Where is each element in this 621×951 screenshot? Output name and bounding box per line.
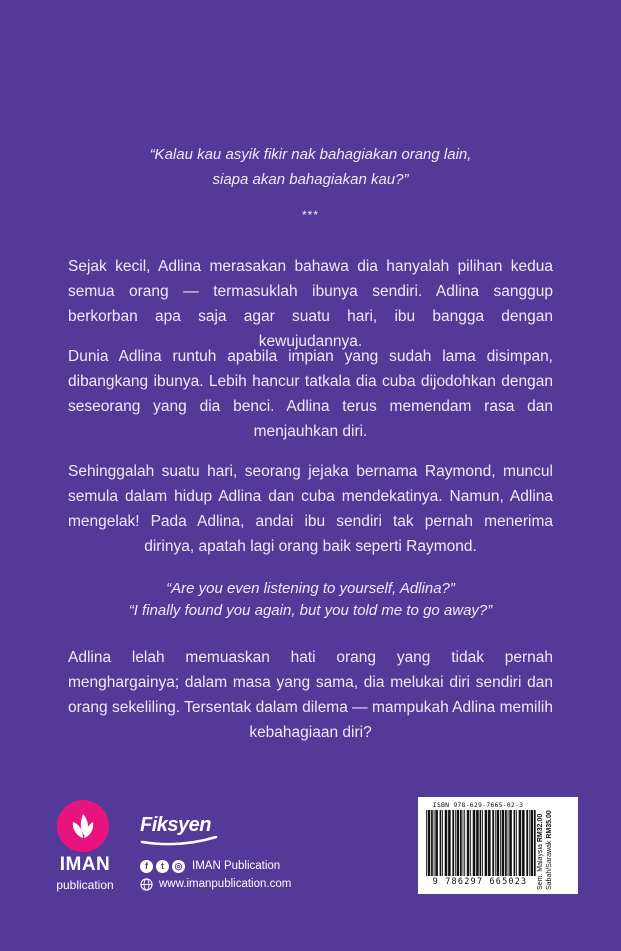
iman-flame-icon [57,800,109,852]
price-region-2: Sabah/Sarawak [546,838,553,890]
barcode-bar [470,810,471,876]
website-row [140,876,291,892]
imprint-logo [140,814,211,837]
synopsis-paragraph-1: Sejak kecil, Adlina merasakan bahawa dia hanyalah pilihan kedua semua orang — termasuklah ibunya sendiri. Adlina sanggup berkorban apa saja agar suatu hari, ibu bangga dengan kewujudannya. [68,258,553,350]
isbn-label: ISBN 978-629-7665-02-3 [432,801,524,809]
dialogue-quote [40,578,581,622]
synopsis-paragraph-2: Dunia Adlina runtuh apabila impian yang sudah lama disimpan, dibangkang ibunya. Lebih hancur tatkala dia cuba dijodohkan dengan seseorang yang dia benci. Adlina terus memendam rasa dan menjauhkan diri. [68,348,553,440]
website-link[interactable]: www.imanpublication.com [159,878,292,890]
twitter-icon[interactable]: t [156,860,169,873]
barcode-bar [448,810,451,876]
barcode-bar [435,810,438,876]
price-label [536,801,576,890]
barcode-bar [476,810,479,876]
barcode-bar [502,810,505,876]
synopsis-paragraph-3: Sehinggalah suatu hari, seorang jejaka bernama Raymond, muncul semula dalam hidup Adlina dan cuba mendekatinya. Namun, Adlina mengelak! Pada Adlina, andai ibu sendiri tak pernah menerima dirinya, apatah lagi orang baik seperti Raymond. [68,463,553,555]
barcode-bar [526,810,528,876]
barcode-bar [495,810,496,876]
barcode-bar [426,810,427,876]
barcode-bar [488,810,491,876]
barcode-bar [516,810,517,876]
opening-quote-line-1: “Kalau kau asyik fikir nak bahagiakan orang lain, [149,146,472,163]
barcode-bar [482,810,483,876]
barcode-bar [452,810,454,876]
barcode-bar [522,810,525,876]
publisher-name: IMAN [59,854,111,875]
synopsis-paragraph-4: Adlina lelah memuaskan hati orang yang tidak pernah menghargainya; dalam masa yang sama, dia melukai diri sendiri dan orang sekeliling. Tersentak dalam dilema — mampukah Adlina memilih kebahagiaan diri? [68,649,553,741]
dialogue-quote-line-2: “I finally found you again, but you told me to go away?” [128,602,493,619]
barcode-digits: 9 786297 665023 [432,877,528,887]
price-value-1: RM32.00 [537,813,544,843]
barcode-bar [480,810,482,876]
imprint-swoosh-icon [140,836,218,846]
barcode-bar [500,810,501,876]
barcode-bar [519,810,522,876]
barcode-bar [514,810,516,876]
barcode-bar [455,810,456,876]
social-media-row [140,858,280,874]
imprint-name: Fiksyen [140,814,211,836]
barcode-bar [434,810,435,876]
instagram-icon[interactable]: ◎ [172,860,185,873]
section-separator: *** [301,208,319,222]
iman-publication-logo [45,800,125,900]
barcode-bar [508,810,509,876]
barcode-bar [445,810,448,876]
opening-quote [40,142,581,192]
barcode-panel [418,797,578,894]
opening-quote-line-2: siapa akan bahagiakan kau?” [212,171,409,188]
barcode-bar [442,810,443,876]
social-handle[interactable]: IMAN Publication [192,860,281,872]
barcode-bar [485,810,488,876]
barcode-bar [531,810,534,876]
barcode-bar [428,810,431,876]
barcode-bar [431,810,433,876]
dialogue-quote-line-1: “Are you even listening to yourself, Adlina?” [166,580,455,597]
barcode-bar [492,810,494,876]
price-value-2: RM35.00 [546,810,553,839]
barcode-bars [424,810,536,876]
barcode-bar [509,810,512,876]
price-region-1: Sem. Malaysia [537,842,544,890]
barcode-bar [440,810,442,876]
barcode-bar [529,810,530,876]
barcode-bar [497,810,500,876]
barcode-bar [463,810,464,876]
globe-icon [140,878,153,891]
barcode-bar [467,810,470,876]
barcode-bar [505,810,507,876]
barcode-bar [464,810,465,876]
barcode-bar [473,810,476,876]
facebook-icon[interactable]: f [140,860,153,873]
barcode-bar [460,810,462,876]
publisher-subtitle: publication [56,878,114,892]
barcode-bar [457,810,460,876]
